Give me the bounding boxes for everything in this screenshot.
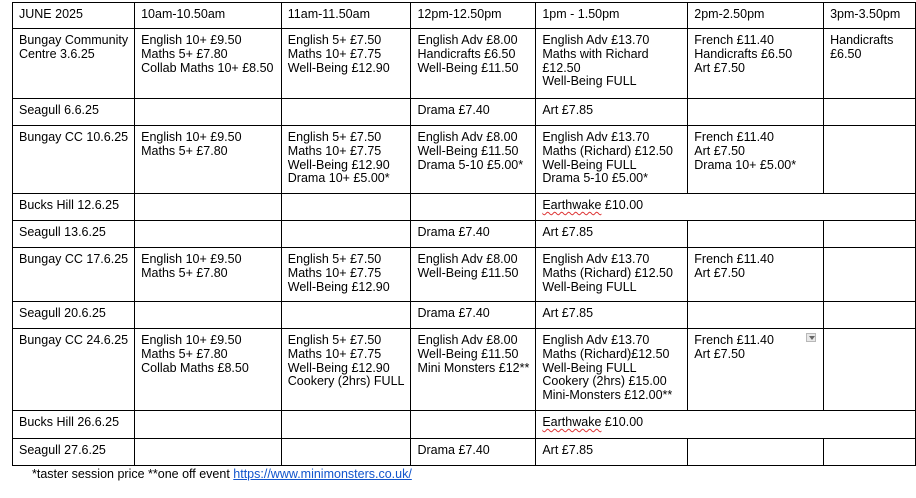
time-slot-header-cell[interactable] <box>411 3 536 29</box>
venue-cell[interactable] <box>13 329 135 411</box>
cell-line: French £11.40 <box>694 33 774 47</box>
header-label: JUNE 2025 <box>19 7 83 21</box>
cell-line: English Adv £8.00 <box>417 252 518 266</box>
cell-line: Art £7.50 <box>694 60 746 75</box>
venue-cell[interactable] <box>13 126 135 194</box>
table-row <box>13 411 916 439</box>
cell-line: Drama 10+ £5.00* <box>287 171 390 186</box>
cell-line: Art £7.85 <box>542 103 594 117</box>
session-cell[interactable] <box>135 29 282 99</box>
cell-line: English 10+ £9.50 <box>141 252 242 266</box>
venue-cell[interactable] <box>13 439 135 466</box>
cell-line: English Adv £13.70 <box>542 130 650 144</box>
cell-line: Maths 5+ £7.80 <box>141 346 228 361</box>
table-row <box>13 248 916 302</box>
session-cell[interactable] <box>411 411 536 439</box>
cell-line: French £11.40 <box>694 252 774 266</box>
table-row <box>13 302 916 329</box>
cell-line: Well-Being FULL <box>542 279 637 294</box>
venue-cell[interactable] <box>13 29 135 99</box>
cell-line: Art £7.50 <box>694 143 746 158</box>
cell-line: Maths 10+ £7.75 <box>287 265 382 280</box>
cell-line: Well-Being FULL <box>542 74 637 89</box>
time-slot-header-cell[interactable] <box>281 3 411 29</box>
header-label: 3pm-3.50pm <box>830 7 901 21</box>
cell-line: Bucks Hill 12.6.25 <box>19 198 120 212</box>
session-cell[interactable] <box>536 126 688 194</box>
cell-line: Seagull 27.6.25 <box>19 443 106 457</box>
session-cell[interactable] <box>824 126 916 194</box>
session-cell[interactable] <box>824 248 916 302</box>
cell-line: English 10+ £9.50 <box>141 130 242 144</box>
earthwake-price: £10.00 <box>601 415 644 429</box>
session-cell[interactable] <box>411 194 536 221</box>
table-row <box>13 439 916 466</box>
cell-line: Maths (Richard) £12.50 <box>542 265 673 280</box>
cell-line: English Adv £13.70 <box>542 252 650 266</box>
session-cell[interactable] <box>688 29 824 99</box>
cell-line: Drama £7.40 <box>417 103 490 117</box>
cell-line: Collab Maths 10+ £8.50 <box>141 60 274 75</box>
cell-line: Art £7.50 <box>694 346 746 361</box>
cell-line: English Adv £13.70 <box>542 333 650 347</box>
time-slot-header-cell[interactable] <box>824 3 916 29</box>
cell-line: English Adv £13.70 <box>542 33 650 47</box>
cell-line: Maths 5+ £7.80 <box>141 143 228 158</box>
venue-cell[interactable] <box>13 302 135 329</box>
session-cell[interactable] <box>411 221 536 248</box>
session-cell[interactable] <box>135 126 282 194</box>
cell-line: Cookery (2hrs) £15.00 <box>542 374 667 389</box>
cell-line: Art £7.85 <box>542 225 594 239</box>
spellcheck-word: Earthwake <box>542 415 602 429</box>
session-cell[interactable] <box>688 99 824 126</box>
cell-line: Maths 10+ £7.75 <box>287 143 382 158</box>
cell-line: English 10+ £9.50 <box>141 333 242 347</box>
session-cell[interactable] <box>411 439 536 466</box>
session-cell[interactable] <box>536 439 688 466</box>
cell-line: Bungay CC 10.6.25 <box>19 130 129 144</box>
session-cell[interactable] <box>281 221 411 248</box>
cell-line: English 5+ £7.50 <box>287 33 382 47</box>
header-label: 11am-11.50am <box>287 7 371 21</box>
earthwake-session-cell[interactable] <box>536 411 916 439</box>
venue-cell[interactable] <box>13 221 135 248</box>
session-cell[interactable] <box>135 329 282 411</box>
cell-line: Maths 5+ £7.80 <box>141 265 228 280</box>
session-cell[interactable] <box>536 221 688 248</box>
cell-line: Well-Being £12.90 <box>287 360 390 375</box>
cell-line: Well-Being £12.90 <box>287 157 390 172</box>
session-cell[interactable] <box>536 99 688 126</box>
cell-line: Maths 10+ £7.75 <box>287 46 382 61</box>
cell-line: £6.50 <box>830 46 862 61</box>
cell-line: Drama 5-10 £5.00* <box>417 157 524 172</box>
time-slot-header-cell[interactable] <box>536 3 688 29</box>
cell-line: English 5+ £7.50 <box>287 252 382 266</box>
session-cell[interactable] <box>688 439 824 466</box>
cell-line: Mini Monsters £12** <box>417 360 530 375</box>
cell-line: Maths (Richard)£12.50 <box>542 346 670 361</box>
session-cell[interactable] <box>135 99 282 126</box>
footnote-text: *taster session price **one off event <box>32 467 234 481</box>
cell-line: English 5+ £7.50 <box>287 130 382 144</box>
cell-line: Bungay CC 17.6.25 <box>19 252 129 266</box>
cell-line: English Adv £8.00 <box>417 130 518 144</box>
cell-line: English Adv £8.00 <box>417 333 518 347</box>
session-cell[interactable] <box>411 126 536 194</box>
session-cell[interactable] <box>824 221 916 248</box>
session-cell[interactable] <box>536 302 688 329</box>
session-cell[interactable] <box>411 302 536 329</box>
cell-line: Maths with Richard <box>542 46 649 61</box>
dropdown-arrow-icon[interactable] <box>806 333 816 342</box>
schedule-table <box>12 2 916 466</box>
session-cell[interactable] <box>688 302 824 329</box>
cell-line: Drama 10+ £5.00* <box>694 157 797 172</box>
session-cell[interactable] <box>688 248 824 302</box>
session-cell[interactable] <box>824 439 916 466</box>
cell-line: Seagull 13.6.25 <box>19 225 106 239</box>
time-slot-header-cell[interactable] <box>688 3 824 29</box>
cell-line: Well-Being £11.50 <box>417 143 519 158</box>
session-cell[interactable] <box>135 439 282 466</box>
header-label: 1pm - 1.50pm <box>542 7 620 21</box>
session-cell[interactable] <box>281 411 411 439</box>
earthwake-price: £10.00 <box>601 198 644 212</box>
header-row <box>13 3 916 29</box>
table-row <box>13 194 916 221</box>
session-cell[interactable] <box>281 126 411 194</box>
session-cell[interactable] <box>135 302 282 329</box>
session-cell[interactable] <box>135 411 282 439</box>
cell-line: £12.50 <box>542 60 581 75</box>
cell-line: Well-Being £12.90 <box>287 60 390 75</box>
session-cell[interactable] <box>688 126 824 194</box>
session-cell[interactable] <box>281 439 411 466</box>
session-cell[interactable] <box>281 302 411 329</box>
header-label: 10am-10.50am <box>141 7 226 21</box>
cell-line: Art £7.85 <box>542 443 594 457</box>
spellcheck-word: Earthwake <box>542 198 602 212</box>
header-label: 2pm-2.50pm <box>694 7 765 21</box>
session-cell[interactable] <box>411 248 536 302</box>
cell-line: French £11.40 <box>694 130 774 144</box>
cell-line: Art £7.50 <box>694 265 746 280</box>
table-row <box>13 29 916 99</box>
cell-line: Well-Being £11.50 <box>417 265 519 280</box>
earthwake-session-cell[interactable] <box>536 194 916 221</box>
footnote <box>32 467 412 481</box>
cell-line: English 5+ £7.50 <box>287 333 382 347</box>
venue-cell[interactable] <box>13 99 135 126</box>
session-cell[interactable] <box>411 99 536 126</box>
cell-line: Drama 5-10 £5.00* <box>542 171 648 186</box>
cell-line: Bungay Community <box>19 33 129 47</box>
cell-line: Centre 3.6.25 <box>19 46 95 61</box>
session-cell[interactable] <box>135 248 282 302</box>
session-cell[interactable] <box>824 29 916 99</box>
month-header-cell[interactable] <box>13 3 135 29</box>
session-cell[interactable] <box>536 248 688 302</box>
cell-line: Seagull 20.6.25 <box>19 306 106 320</box>
cell-line: Art £7.85 <box>542 306 594 320</box>
session-cell[interactable] <box>281 248 411 302</box>
session-cell[interactable] <box>135 221 282 248</box>
cell-line: Maths 10+ £7.75 <box>287 346 382 361</box>
cell-line: Mini-Monsters £12.00** <box>542 388 673 403</box>
header-label: 12pm-12.50pm <box>417 7 502 21</box>
cell-line: Drama £7.40 <box>417 443 490 457</box>
cell-line: Handicrafts £6.50 <box>417 46 516 61</box>
venue-cell[interactable] <box>13 194 135 221</box>
session-cell[interactable] <box>688 329 824 411</box>
cell-line: Seagull 6.6.25 <box>19 103 99 117</box>
session-cell[interactable] <box>824 302 916 329</box>
cell-line: Well-Being £12.90 <box>287 279 390 294</box>
session-cell[interactable] <box>135 194 282 221</box>
cell-line: Handicrafts <box>830 33 894 47</box>
cell-line: Well-Being FULL <box>542 157 637 172</box>
table-row <box>13 329 916 411</box>
cell-line: Well-Being £11.50 <box>417 60 519 75</box>
table-row <box>13 126 916 194</box>
session-cell[interactable] <box>824 99 916 126</box>
venue-cell[interactable] <box>13 248 135 302</box>
session-cell[interactable] <box>281 194 411 221</box>
time-slot-header-cell[interactable] <box>135 3 282 29</box>
session-cell[interactable] <box>281 329 411 411</box>
cell-line: Well-Being £11.50 <box>417 346 519 361</box>
cell-line: Collab Maths £8.50 <box>141 360 249 375</box>
session-cell[interactable] <box>411 329 536 411</box>
session-cell[interactable] <box>536 29 688 99</box>
table-row <box>13 221 916 248</box>
cell-line: French £11.40 <box>694 333 774 347</box>
cell-line: English Adv £8.00 <box>417 33 518 47</box>
cell-line: Drama £7.40 <box>417 225 490 239</box>
cell-line: Bucks Hill 26.6.25 <box>19 415 120 429</box>
cell-line: Maths 5+ £7.80 <box>141 46 228 61</box>
session-cell[interactable] <box>281 99 411 126</box>
cell-line: Maths (Richard) £12.50 <box>542 143 673 158</box>
cell-line: Cookery (2hrs) FULL <box>287 374 405 389</box>
session-cell[interactable] <box>688 221 824 248</box>
cell-line: Bungay CC 24.6.25 <box>19 333 129 347</box>
session-cell[interactable] <box>536 329 688 411</box>
session-cell[interactable] <box>411 29 536 99</box>
minimonsters-link[interactable]: https://www.minimonsters.co.uk/ <box>233 467 412 481</box>
cell-line: Handicrafts £6.50 <box>694 46 793 61</box>
session-cell[interactable] <box>824 329 916 411</box>
cell-line: English 10+ £9.50 <box>141 33 242 47</box>
cell-line: Well-Being FULL <box>542 360 637 375</box>
session-cell[interactable] <box>281 29 411 99</box>
table-row <box>13 99 916 126</box>
cell-line: Drama £7.40 <box>417 306 490 320</box>
venue-cell[interactable] <box>13 411 135 439</box>
